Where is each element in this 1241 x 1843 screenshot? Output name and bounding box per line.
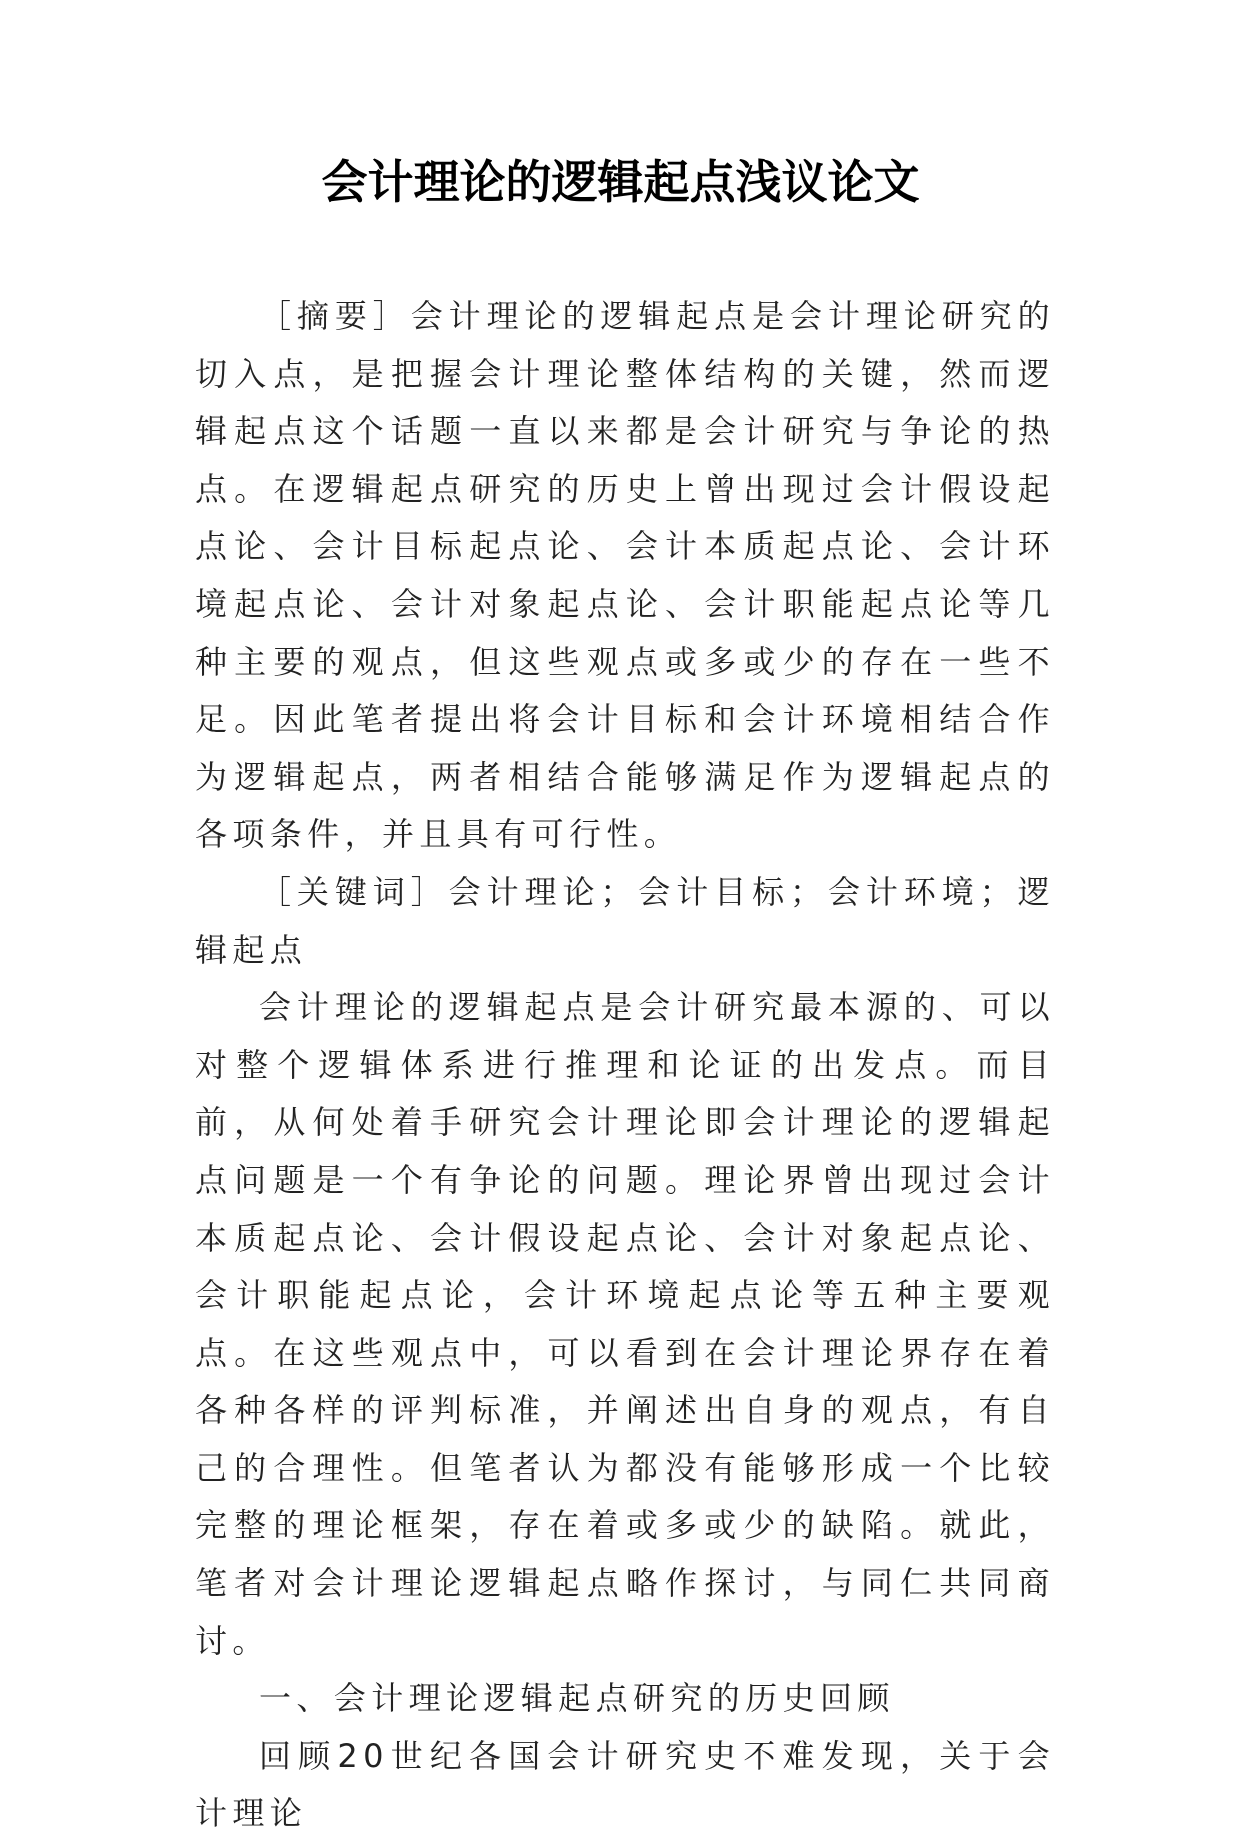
document-title: 会计理论的逻辑起点浅议论文 (321, 155, 920, 209)
intro-paragraph: 会计理论的逻辑起点是会计研究最本源的、可以对整个逻辑体系进行推理和论证的出发点。而目前，从何处着手研究会计理论即会计理论的逻辑起点问题是一个有争论的问题。理论界曾出现过会计本质起点论、会计假设起点论、会计对象起点论、会计职能起点论，会计环境起点论等五种主要观点。在这些观点中，可以看到在会计理论界存在着各种各样的评判标准，并阐述出自身的观点，有自己的合理性。但笔者认为都没有能够形成一个比较完整的理论框架，存在着或多或少的缺陷。就此，笔者对会计理论逻辑起点略作探讨，与同仁共同商讨。 (195, 988, 1055, 1660)
abstract-paragraph: ［摘要］会计理论的逻辑起点是会计理论研究的切入点，是把握会计理论整体结构的关键，然而逻辑起点这个话题一直以来都是会计研究与争论的热点。在逻辑起点研究的历史上曾出现过会计假设起点论、会计目标起点论、会计本质起点论、会计环境起点论、会计对象起点论、会计职能起点论等几种主要的观点，但这些观点或多或少的存在一些不足。因此笔者提出将会计目标和会计环境相结合作为逻辑起点，两者相结合能够满足作为逻辑起点的各项条件，并且具有可行性。 (195, 297, 1055, 854)
document-body (195, 288, 1055, 1843)
keywords-paragraph: ［关键词］会计理论；会计目标；会计环境；逻辑起点 (195, 872, 1055, 969)
section-heading: 一、会计理论逻辑起点研究的历史回顾 (259, 1679, 895, 1718)
section-paragraph: 回顾20世纪各国会计研究史不难发现，关于会计理论 (195, 1736, 1055, 1833)
